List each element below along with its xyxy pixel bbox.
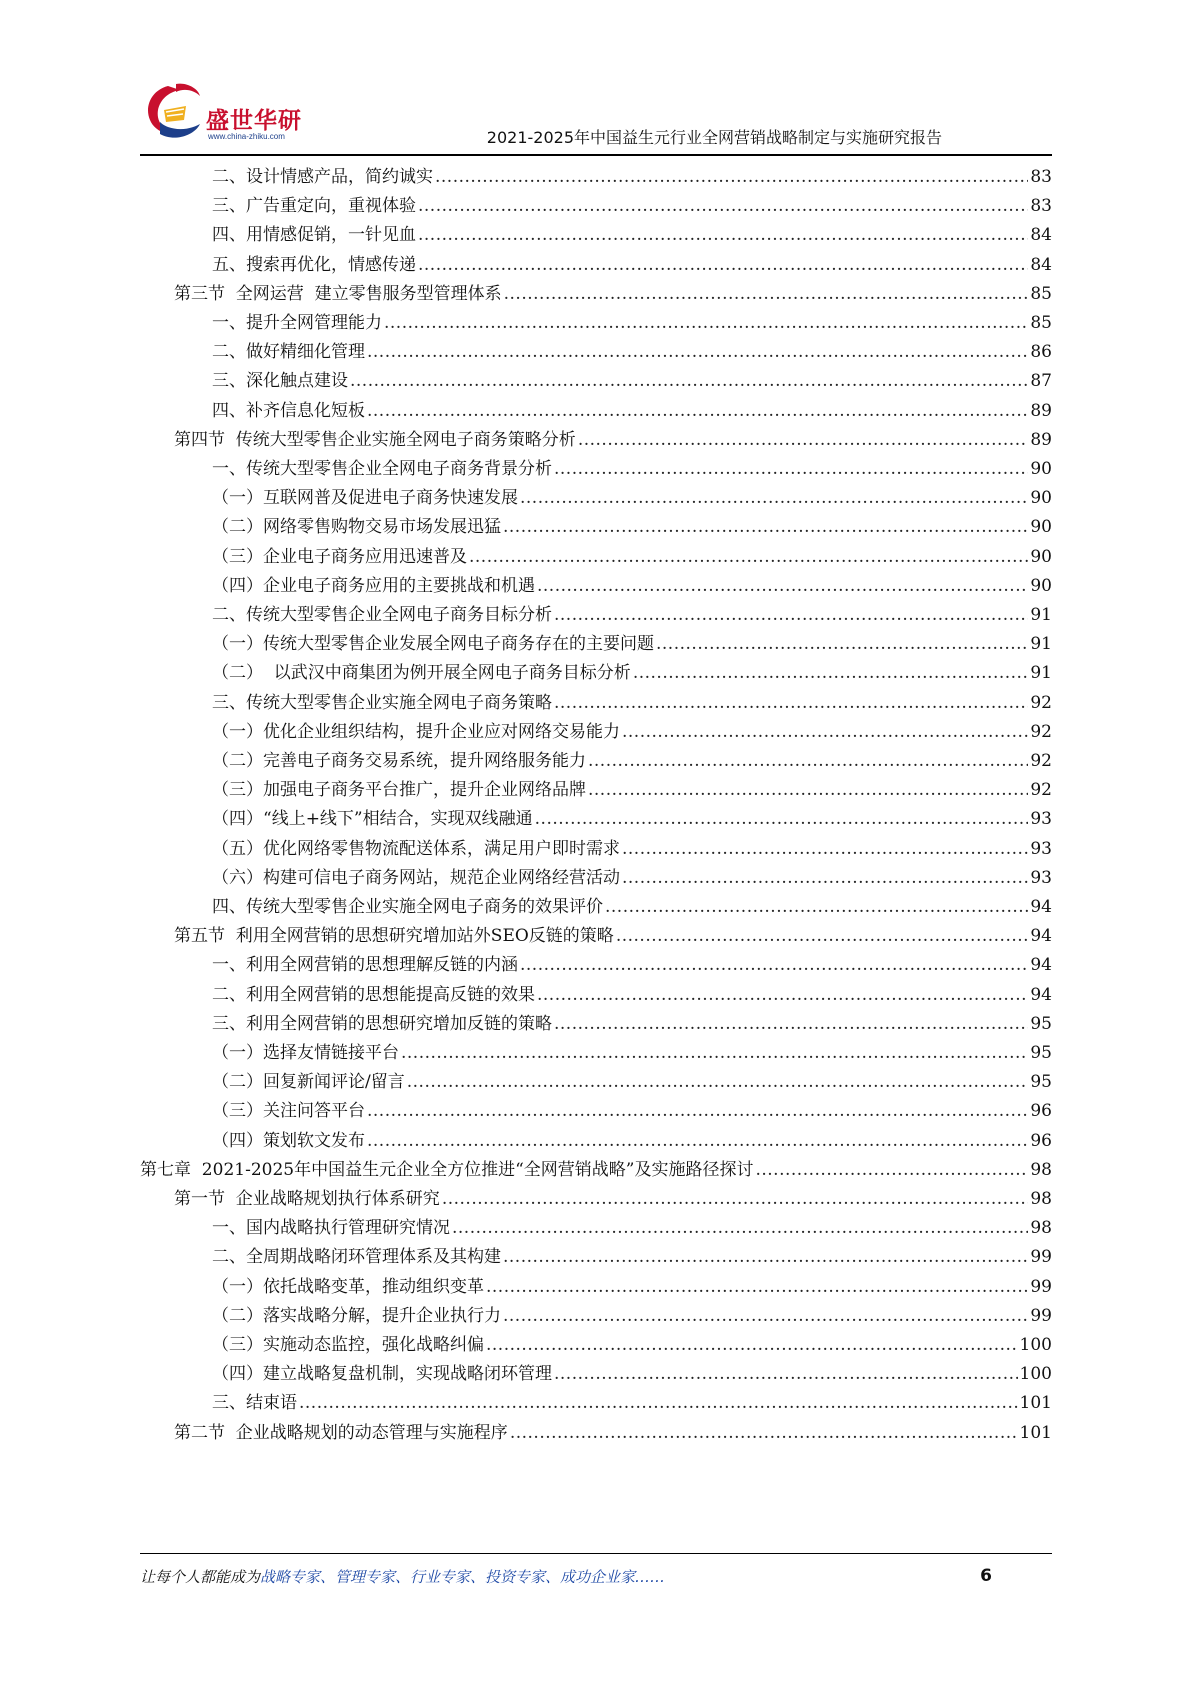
toc-entry-page: 90 bbox=[1030, 575, 1052, 596]
toc-entry-page: 90 bbox=[1030, 488, 1052, 509]
toc-entry[interactable] bbox=[212, 1243, 1052, 1272]
toc-entry-page: 89 bbox=[1030, 429, 1052, 450]
toc-entry-title: 第三节 全网运营 建立零售服务型管理体系 bbox=[174, 283, 502, 304]
toc-leader-dots bbox=[407, 1068, 1029, 1097]
toc-entry-title: 第二节 企业战略规划的动态管理与实施程序 bbox=[174, 1422, 508, 1443]
toc-leader-dots bbox=[554, 689, 1028, 718]
toc-entry-title: （四）企业电子商务应用的主要挑战和机遇 bbox=[212, 575, 535, 596]
toc-entry-page: 100 bbox=[1019, 1364, 1052, 1385]
toc-entry-title: （四）“线上+线下”相结合，实现双线融通 bbox=[212, 809, 533, 830]
toc-entry-page: 84 bbox=[1030, 225, 1052, 246]
toc-entry-page: 95 bbox=[1030, 1072, 1052, 1093]
toc-entry-title: 二、全周期战略闭环管理体系及其构建 bbox=[212, 1247, 501, 1268]
toc-entry-title: 四、传统大型零售企业实施全网电子商务的效果评价 bbox=[212, 897, 603, 917]
toc-entry-page: 89 bbox=[1030, 400, 1052, 421]
toc-entry-page: 95 bbox=[1030, 1043, 1052, 1063]
toc-entry-page: 93 bbox=[1030, 867, 1052, 888]
toc-leader-dots bbox=[605, 893, 1028, 922]
toc-leader-dots bbox=[588, 776, 1028, 805]
toc-leader-dots bbox=[401, 1039, 1028, 1068]
toc-entry-page: 99 bbox=[1030, 1276, 1052, 1297]
toc-leader-dots bbox=[442, 1185, 1029, 1214]
toc-entry-title: （三）实施动态监控，强化战略纠偏 bbox=[212, 1335, 484, 1355]
toc-entry-page: 101 bbox=[1019, 1422, 1052, 1443]
toc-entry[interactable] bbox=[140, 1156, 1052, 1185]
toc-leader-dots bbox=[367, 338, 1028, 367]
toc-entry-title: （二）回复新闻评论/留言 bbox=[212, 1072, 405, 1093]
toc-entry[interactable] bbox=[174, 1419, 1052, 1448]
toc-entry[interactable] bbox=[212, 1360, 1052, 1389]
toc-entry-title: （四）策划软文发布 bbox=[212, 1130, 365, 1151]
toc-entry[interactable] bbox=[212, 543, 1052, 572]
toc-leader-dots bbox=[755, 1156, 1028, 1185]
toc-leader-dots bbox=[486, 1331, 1018, 1360]
toc-leader-dots bbox=[469, 543, 1028, 572]
toc-entry-title: 一、国内战略执行管理研究情况 bbox=[212, 1218, 450, 1239]
toc-leader-dots bbox=[504, 280, 1029, 309]
toc-entry-title: 一、利用全网营销的思想理解反链的内涵 bbox=[212, 955, 518, 976]
toc-entry-title: 四、用情感促销，一针见血 bbox=[212, 225, 416, 246]
footer-divider bbox=[140, 1553, 1052, 1554]
toc-entry-page: 90 bbox=[1030, 517, 1052, 538]
toc-entry-page: 100 bbox=[1019, 1335, 1052, 1355]
toc-entry[interactable] bbox=[212, 1068, 1052, 1097]
toc-entry-page: 91 bbox=[1030, 605, 1052, 625]
toc-leader-dots bbox=[633, 659, 1029, 688]
toc-entry-page: 99 bbox=[1030, 1305, 1052, 1326]
toc-entry-title: 三、利用全网营销的思想研究增加反链的策略 bbox=[212, 1013, 552, 1034]
toc-entry-page: 94 bbox=[1030, 984, 1052, 1005]
toc-entry[interactable] bbox=[212, 397, 1052, 426]
toc-entry-title: 一、传统大型零售企业全网电子商务背景分析 bbox=[212, 459, 552, 479]
toc-leader-dots bbox=[537, 981, 1028, 1010]
toc-leader-dots bbox=[554, 455, 1028, 484]
toc-entry[interactable] bbox=[212, 835, 1052, 864]
toc-leader-dots bbox=[367, 397, 1028, 426]
toc-entry-page: 92 bbox=[1030, 721, 1052, 742]
toc-leader-dots bbox=[350, 367, 1028, 396]
toc-entry-page: 85 bbox=[1030, 313, 1052, 333]
toc-leader-dots bbox=[503, 1243, 1028, 1272]
page-header bbox=[140, 80, 1050, 152]
toc-entry-title: （二） 以武汉中商集团为例开展全网电子商务目标分析 bbox=[212, 663, 631, 684]
toc-entry-title: 三、深化触点建设 bbox=[212, 371, 348, 392]
toc-entry-title: （一）依托战略变革，推动组织变革 bbox=[212, 1276, 484, 1297]
toc-entry[interactable] bbox=[212, 251, 1052, 280]
toc-entry[interactable] bbox=[212, 1097, 1052, 1126]
toc-entry-title: 二、做好精细化管理 bbox=[212, 342, 365, 363]
toc-entry-title: （二）落实战略分解，提升企业执行力 bbox=[212, 1305, 501, 1326]
toc-entry[interactable] bbox=[212, 601, 1052, 630]
toc-entry-title: 三、传统大型零售企业实施全网电子商务策略 bbox=[212, 692, 552, 713]
toc-leader-dots bbox=[418, 251, 1028, 280]
logo-url: www.china-zhiku.com bbox=[208, 132, 285, 141]
toc-entry-page: 90 bbox=[1030, 459, 1052, 479]
toc-leader-dots bbox=[367, 1097, 1028, 1126]
toc-leader-dots bbox=[656, 630, 1028, 659]
toc-entry-title: （六）构建可信电子商务网站，规范企业网络经营活动 bbox=[212, 867, 620, 888]
toc-leader-dots bbox=[503, 513, 1028, 542]
toc-entry-title: 五、搜索再优化，情感传递 bbox=[212, 254, 416, 275]
toc-entry-page: 83 bbox=[1030, 196, 1052, 217]
toc-entry-page: 91 bbox=[1030, 663, 1052, 684]
toc-entry-page: 92 bbox=[1030, 692, 1052, 713]
toc-entry-title: （一）选择友情链接平台 bbox=[212, 1043, 399, 1063]
toc-leader-dots bbox=[503, 1302, 1028, 1331]
toc-entry[interactable] bbox=[212, 1010, 1052, 1039]
toc-entry[interactable] bbox=[212, 455, 1052, 484]
toc-entry[interactable] bbox=[212, 718, 1052, 747]
toc-entry[interactable] bbox=[212, 981, 1052, 1010]
toc-leader-dots bbox=[367, 1127, 1028, 1156]
toc-entry-title: 第四节 传统大型零售企业实施全网电子商务策略分析 bbox=[174, 429, 576, 450]
toc-entry[interactable] bbox=[212, 309, 1052, 338]
toc-entry-title: 二、设计情感产品，简约诚实 bbox=[212, 167, 433, 187]
toc-leader-dots bbox=[520, 951, 1028, 980]
toc-entry-title: 一、提升全网管理能力 bbox=[212, 313, 382, 333]
toc-entry-title: （二）完善电子商务交易系统，提升网络服务能力 bbox=[212, 751, 586, 771]
toc-leader-dots bbox=[622, 835, 1028, 864]
toc-leader-dots bbox=[486, 1273, 1028, 1302]
report-title: 2021-2025年中国益生元行业全网营销战略制定与实施研究报告 bbox=[486, 128, 942, 147]
footer-slogan-prefix: 让每个人都能成为 bbox=[140, 1568, 261, 1586]
header-divider bbox=[140, 154, 1052, 156]
toc-entry-page: 94 bbox=[1030, 897, 1052, 917]
toc-leader-dots bbox=[554, 1360, 1018, 1389]
logo-swirl-icon bbox=[140, 80, 210, 148]
toc-entry-page: 98 bbox=[1030, 1218, 1052, 1239]
toc-leader-dots bbox=[537, 572, 1028, 601]
toc-entry[interactable] bbox=[212, 893, 1052, 922]
toc-entry-page: 84 bbox=[1030, 254, 1052, 275]
toc-entry-title: （三）关注问答平台 bbox=[212, 1101, 365, 1122]
company-logo bbox=[140, 80, 310, 148]
toc-entry-title: 二、传统大型零售企业全网电子商务目标分析 bbox=[212, 605, 552, 625]
toc-entry[interactable] bbox=[212, 513, 1052, 542]
toc-leader-dots bbox=[535, 805, 1029, 834]
toc-entry[interactable] bbox=[212, 951, 1052, 980]
toc-leader-dots bbox=[578, 426, 1029, 455]
toc-entry-page: 94 bbox=[1030, 926, 1052, 947]
toc-entry-title: 二、利用全网营销的思想能提高反链的效果 bbox=[212, 984, 535, 1005]
toc-leader-dots bbox=[520, 484, 1028, 513]
toc-entry[interactable] bbox=[212, 864, 1052, 893]
toc-entry-page: 83 bbox=[1030, 167, 1052, 187]
toc-entry[interactable] bbox=[212, 659, 1052, 688]
toc-entry[interactable] bbox=[212, 1127, 1052, 1156]
toc-entry[interactable] bbox=[212, 221, 1052, 250]
toc-entry-page: 92 bbox=[1030, 751, 1052, 771]
toc-entry-title: （一）传统大型零售企业发展全网电子商务存在的主要问题 bbox=[212, 634, 654, 655]
toc-leader-dots bbox=[554, 601, 1028, 630]
toc-leader-dots bbox=[616, 922, 1029, 951]
toc-entry-title: （一）优化企业组织结构，提升企业应对网络交易能力 bbox=[212, 721, 620, 742]
toc-entry[interactable] bbox=[212, 689, 1052, 718]
toc-entry-page: 90 bbox=[1030, 546, 1052, 567]
toc-leader-dots bbox=[418, 192, 1028, 221]
toc-leader-dots bbox=[622, 718, 1028, 747]
toc-entry-page: 101 bbox=[1019, 1393, 1052, 1414]
toc-entry-page: 96 bbox=[1030, 1101, 1052, 1122]
toc-entry[interactable] bbox=[212, 747, 1052, 776]
toc-entry[interactable] bbox=[174, 1185, 1052, 1214]
toc-entry[interactable] bbox=[174, 922, 1052, 951]
toc-leader-dots bbox=[588, 747, 1028, 776]
toc-entry[interactable] bbox=[174, 280, 1052, 309]
toc-entry[interactable] bbox=[212, 572, 1052, 601]
page-footer bbox=[140, 1566, 1052, 1596]
toc-leader-dots bbox=[510, 1419, 1018, 1448]
toc-entry[interactable] bbox=[212, 1302, 1052, 1331]
toc-entry[interactable] bbox=[212, 805, 1052, 834]
toc-entry-page: 99 bbox=[1030, 1247, 1052, 1268]
toc-entry-title: 三、结束语 bbox=[212, 1393, 297, 1414]
toc-leader-dots bbox=[418, 221, 1028, 250]
toc-entry-page: 95 bbox=[1030, 1013, 1052, 1034]
toc-entry[interactable] bbox=[212, 1389, 1052, 1418]
toc-entry[interactable] bbox=[212, 163, 1052, 192]
toc-entry-page: 94 bbox=[1030, 955, 1052, 976]
toc-entry-title: 三、广告重定向，重视体验 bbox=[212, 196, 416, 217]
toc-entry-page: 98 bbox=[1030, 1159, 1052, 1180]
toc-entry[interactable] bbox=[212, 1039, 1052, 1068]
toc-entry[interactable] bbox=[212, 1214, 1052, 1243]
toc-entry-title: 第一节 企业战略规划执行体系研究 bbox=[174, 1189, 440, 1209]
footer-slogan-highlight: 战略专家、管理专家、行业专家、投资专家、成功企业家…… bbox=[260, 1568, 666, 1586]
toc-entry-page: 87 bbox=[1030, 371, 1052, 392]
toc-entry[interactable] bbox=[212, 192, 1052, 221]
toc-leader-dots bbox=[554, 1010, 1028, 1039]
toc-entry-page: 91 bbox=[1030, 634, 1052, 655]
toc-entry[interactable] bbox=[212, 1273, 1052, 1302]
toc-leader-dots bbox=[384, 309, 1028, 338]
toc-leader-dots bbox=[622, 864, 1028, 893]
toc-entry-title: （二）网络零售购物交易市场发展迅猛 bbox=[212, 517, 501, 538]
toc-entry-title: （五）优化网络零售物流配送体系，满足用户即时需求 bbox=[212, 838, 620, 859]
toc-entry-title: （四）建立战略复盘机制，实现战略闭环管理 bbox=[212, 1364, 552, 1385]
toc-entry-page: 93 bbox=[1030, 809, 1052, 830]
toc-entry[interactable] bbox=[212, 630, 1052, 659]
toc-entry-page: 85 bbox=[1030, 283, 1052, 304]
toc-entry[interactable] bbox=[174, 426, 1052, 455]
toc-entry[interactable] bbox=[212, 776, 1052, 805]
toc-entry-title: （三）企业电子商务应用迅速普及 bbox=[212, 546, 467, 567]
toc-entry-page: 96 bbox=[1030, 1130, 1052, 1151]
toc-entry-title: （三）加强电子商务平台推广，提升企业网络品牌 bbox=[212, 780, 586, 801]
toc-leader-dots bbox=[299, 1389, 1018, 1418]
toc-entry-title: 四、补齐信息化短板 bbox=[212, 400, 365, 421]
toc-entry[interactable] bbox=[212, 1331, 1052, 1360]
toc-entry-page: 93 bbox=[1030, 838, 1052, 859]
toc-entry-title: 第五节 利用全网营销的思想研究增加站外SEO反链的策略 bbox=[174, 926, 614, 947]
toc-entry[interactable] bbox=[212, 367, 1052, 396]
toc-entry[interactable] bbox=[212, 484, 1052, 513]
logo-text: 盛世华研 bbox=[206, 108, 302, 134]
toc-entry-title: 第七章 2021-2025年中国益生元企业全方位推进“全网营销战略”及实施路径探讨 bbox=[140, 1159, 754, 1180]
toc-entry-title: （一）互联网普及促进电子商务快速发展 bbox=[212, 488, 518, 509]
toc-entry[interactable] bbox=[212, 338, 1052, 367]
toc-entry-page: 98 bbox=[1030, 1189, 1052, 1209]
toc-leader-dots bbox=[452, 1214, 1028, 1243]
toc-entry-page: 86 bbox=[1030, 342, 1052, 363]
toc-leader-dots bbox=[435, 163, 1028, 192]
toc-entry-page: 92 bbox=[1030, 780, 1052, 801]
page-number: 6 bbox=[980, 1566, 992, 1586]
